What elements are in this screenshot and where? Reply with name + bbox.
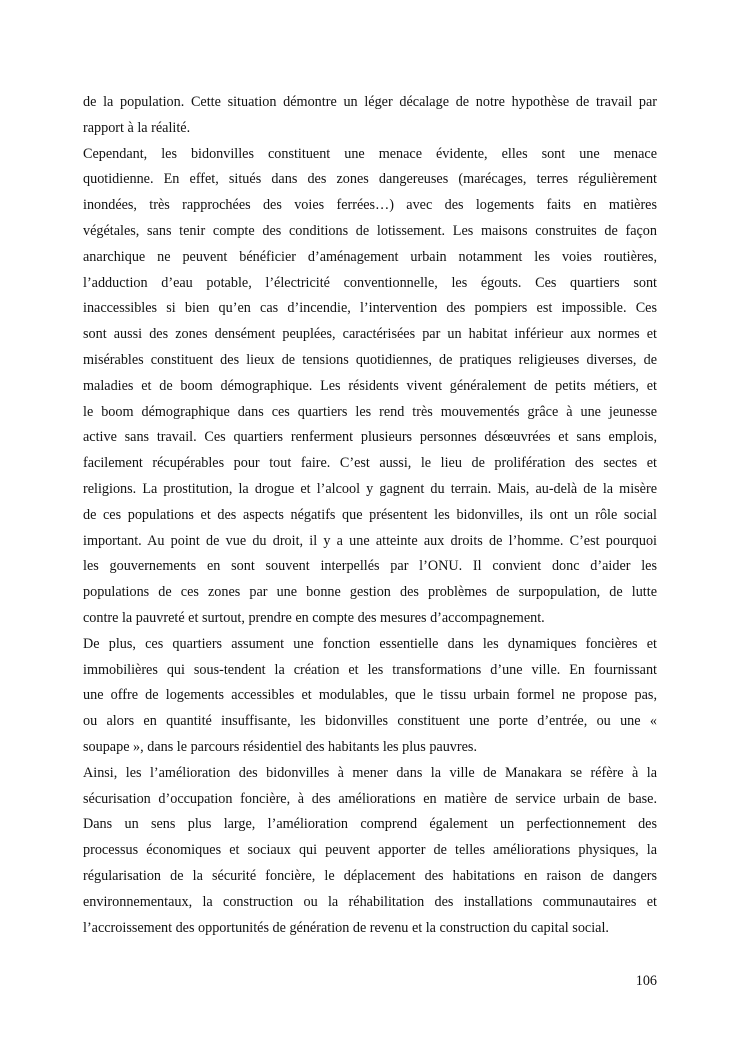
paragraph <box>83 142 657 632</box>
text-line: Dans un sens plus large, l’amélioration comprend également un perfectionnement des <box>83 816 657 833</box>
text-line: inondées, très rapprochées des voies ferrées…) avec des logements faits en matières <box>83 197 657 214</box>
paragraph <box>83 761 657 942</box>
text-line: facilement récupérables pour tout faire. C’est aussi, le lieu de prolifération des sectes et <box>83 455 657 472</box>
text-line: une offre de logements accessibles et modulables, que le tissu urbain formel ne propose pas, <box>83 687 657 704</box>
text-line: soupape », dans le parcours résidentiel des habitants les plus pauvres. <box>83 738 477 755</box>
text-line: Ainsi, les l’amélioration des bidonvilles à mener dans la ville de Manakara se réfère à la <box>83 764 657 781</box>
paragraph <box>83 90 657 142</box>
text-line: inaccessibles si bien qu’en cas d’incendie, l’intervention des pompiers est impossible. Ces <box>83 300 657 317</box>
text-line: sont aussi des zones densément peuplées, caractérisées par un habitat inférieur aux normes et <box>83 326 657 343</box>
page-number: 106 <box>635 973 657 989</box>
paragraph <box>83 632 657 761</box>
text-line: immobilières qui sous-tendent la création et les transformations d’une ville. En fournissant <box>83 661 657 678</box>
text-line: l’accroissement des opportunités de génération de revenu et la construction du capital social. <box>83 919 609 936</box>
text-line: important. Au point de vue du droit, il y a une atteinte aux droits de l’homme. C’est pourquoi <box>83 532 657 549</box>
text-line: l’adduction d’eau potable, l’électricité conventionnelle, les égouts. Ces quartiers sont <box>83 274 657 291</box>
text-line: misérables constituent des lieux de tensions quotidiennes, de pratiques religieuses diverses, de <box>83 351 657 368</box>
text-line: les gouvernements en sont souvent interpellés par l’ONU. Il convient donc d’aider les <box>83 558 657 575</box>
text-line: le boom démographique dans ces quartiers les rend très mouvementés grâce à une jeunesse <box>83 403 657 420</box>
text-line: régularisation de la sécurité foncière, le déplacement des habitations en raison de dangers <box>83 867 657 884</box>
text-line: De plus, ces quartiers assument une fonction essentielle dans les dynamiques foncières et <box>83 635 657 652</box>
text-line: rapport à la réalité. <box>83 119 191 136</box>
text-line: active sans travail. Ces quartiers renferment plusieurs personnes désœuvrées et sans emplois, <box>83 429 657 446</box>
text-line: de la population. Cette situation démontre un léger décalage de notre hypothèse de travail par <box>83 94 657 110</box>
text-line: environnementaux, la construction ou la réhabilitation des installations communautaires et <box>83 893 657 910</box>
text-line: quotidienne. En effet, situés dans des zones dangereuses (marécages, terres régulièrement <box>83 171 657 188</box>
text-line: processus économiques et sociaux qui peuvent apporter de telles améliorations physiques, la <box>83 842 657 859</box>
text-line: populations de ces zones par une bonne gestion des problèmes de surpopulation, de lutte <box>83 584 657 601</box>
text-line: ou alors en quantité insuffisante, les bidonvilles constituent une porte d’entrée, ou une « <box>83 713 657 730</box>
text-line: végétales, sans tenir compte des conditions de lotissement. Les maisons construites de façon <box>83 222 657 239</box>
text-line: maladies et de boom démographique. Les résidents vivent généralement de petits métiers, et <box>83 377 657 394</box>
text-line: contre la pauvreté et surtout, prendre en compte des mesures d’accompagnement. <box>83 609 545 626</box>
text-line: anarchique ne peuvent bénéficier d’aménagement urbain notamment les voies routières, <box>83 248 657 265</box>
text-line: sécurisation d’occupation foncière, à des améliorations en matière de service urbain de base. <box>83 790 657 807</box>
text-line: Cependant, les bidonvilles constituent une menace évidente, elles sont une menace <box>83 145 657 162</box>
text-line: religions. La prostitution, la drogue et l’alcool y gagnent du terrain. Mais, au-delà de la misère <box>83 480 657 497</box>
document-body <box>83 90 657 941</box>
text-line: de ces populations et des aspects négatifs que présentent les bidonvilles, ils ont un rôle social <box>83 506 657 523</box>
